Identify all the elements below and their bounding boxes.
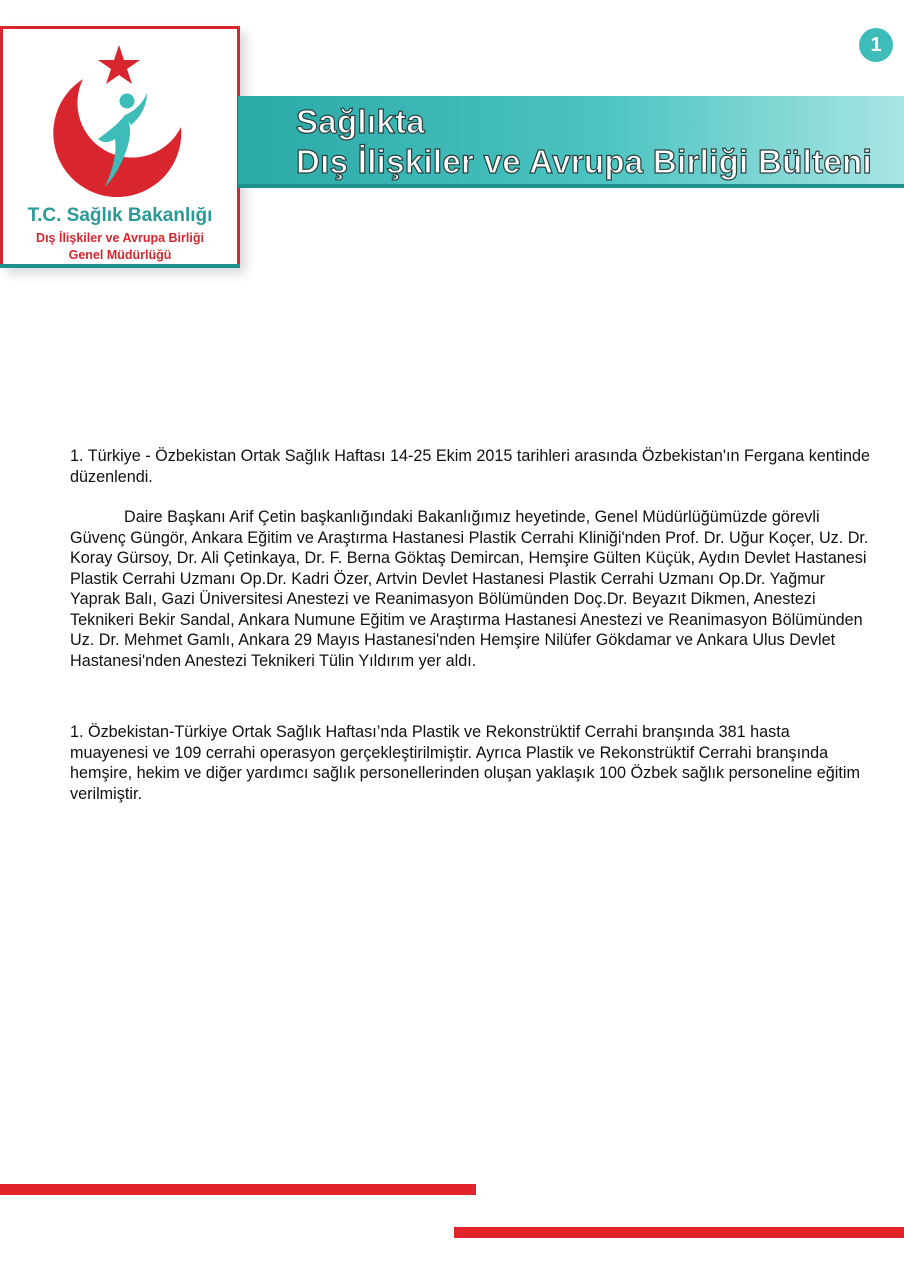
footer-bar-left [0,1184,476,1195]
footer-bar-right [454,1227,904,1238]
bulletin-title-line1: Sağlıkta [296,103,425,140]
ministry-emblem-icon [43,41,193,206]
paragraph-results: 1. Özbekistan-Türkiye Ortak Sağlık Haftası’nda Plastik ve Rekonstrüktif Cerrahi branşında 381 hasta muayenesi ve 109 cerrahi operasyon gerçekleştirilmiştir. Ayrıca Plastik ve Rekonstrüktif Cerrahi branşında hemşire, hekim ve diğer yardımcı sağlık personellerinden oluşan yaklaşık 100 Özbek sağlık personeline eğitim verilmiştir. [70,723,860,803]
bulletin-title [296,102,896,182]
bulletin-title-line2: Dış İlişkiler ve Avrupa Birliği Bülteni [296,143,872,180]
department-name-line2: Genel Müdürlüğü [68,248,172,262]
page-number-badge: 1 [859,28,893,62]
department-name-line1: Dış İlişkiler ve Avrupa Birliği [36,231,204,245]
article-body [70,446,870,804]
ministry-name: T.C. Sağlık Bakanlığı [27,205,213,226]
ministry-logo-box [0,26,240,268]
paragraph-delegation: Daire Başkanı Arif Çetin başkanlığındaki Bakanlığımız heyetinde, Genel Müdürlüğümüzde görevli Güvenç Güngör, Ankara Eğitim ve Araştırma Hastanesi Plastik Cerrahi Kliniği'nden Prof. Dr. Uğur Koçer, Uz. Dr. Koray Gürsoy, Dr. Ali Çetinkaya, Dr. F. Berna Göktaş Demircan, Hemşire Gülten Küçük, Aydın Devlet Hastanesi Plastik Cerrahi Uzmanı Op.Dr. Kadri Özer, Artvin Devlet Hastanesi Plastik Cerrahi Uzmanı Op.Dr. Yağmur Yaprak Balı, Gazi Üniversitesi Anestezi ve Reanimasyon Bölümünden Doç.Dr. Beyazıt Dikmen, Anestezi Teknikeri Bekir Sandal, Ankara Numune Eğitim ve Araştırma Hastanesi Anestezi ve Reanimasyon Bölümünden Uz. Dr. Mehmet Gamlı, Ankara 29 Mayıs Hastanesi'nden Hemşire Nilüfer Gökdamar ve Ankara Ulus Devlet Hastanesi'nden Anestezi Teknikeri Tülin Yıldırım yer aldı. [70,508,869,670]
paragraph-event: 1. Türkiye - Özbekistan Ortak Sağlık Haftası 14-25 Ekim 2015 tarihleri arasında Özbekistan'ın Fergana kentinde düzenlendi. [70,447,870,486]
